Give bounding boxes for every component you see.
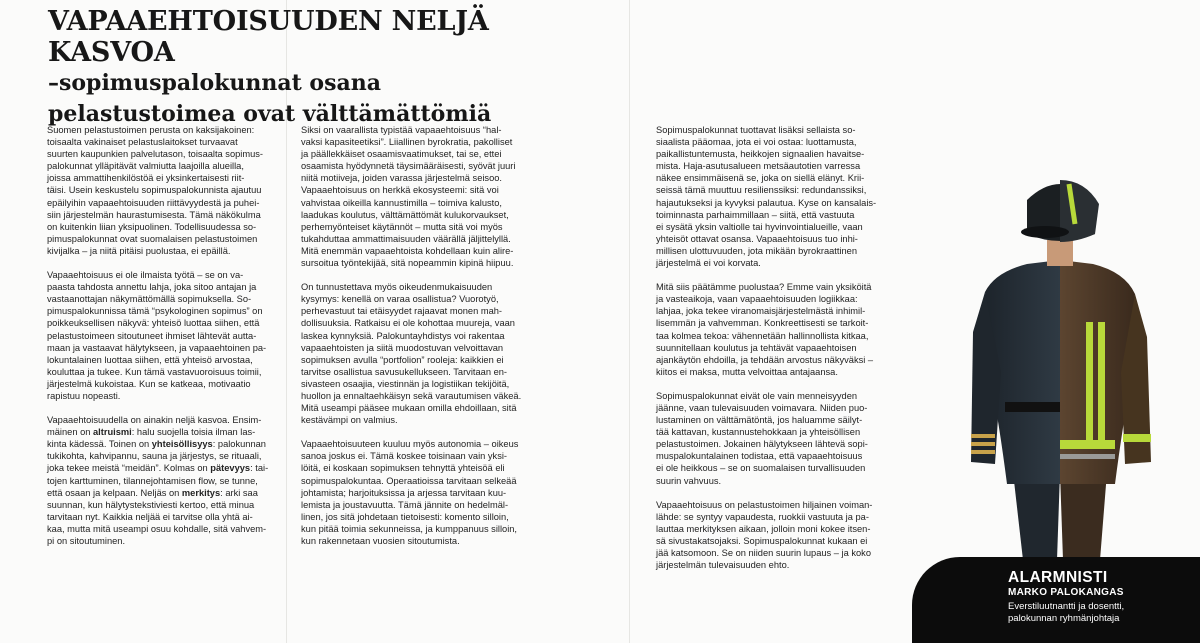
text-line: pelastustoimen. Jokainen hälytykseen lähtevä sopi-	[656, 439, 868, 450]
text-run: joka tekee meistä “meidän”. Kolmas on	[47, 463, 211, 474]
text-line: pi on sitoutuminen.	[47, 536, 126, 546]
text-line: Sopimuspalokunnat tuottavat lisäksi sellaista so-	[656, 125, 856, 135]
text-line: palokunnat ylläpitävät valmiutta laajoilla alueilla,	[47, 161, 244, 172]
keyword-community: yhteisöllisyys	[151, 439, 213, 450]
keyword-altruism: altruismi	[93, 427, 132, 438]
text-line: kestävämpi on valmius.	[301, 415, 398, 426]
text-line: On tunnustettava myös oikeudenmukaisuuden	[301, 282, 493, 293]
col1-paragraph-3	[47, 414, 279, 547]
text-line: perhemyönteiset käytännöt – mutta sitä voi myös	[301, 221, 503, 232]
column-1	[47, 124, 279, 559]
text-lines	[47, 499, 279, 547]
text-line: dollisuuksia. Ratkaisu ei ole kohottaa muureja, vaan	[301, 318, 515, 329]
text-line: lauttaa merkityksen aikaan, jolloin moni kokee itsen-	[656, 523, 871, 534]
text-run: : tai-	[250, 463, 269, 474]
text-run: : arki saa	[220, 487, 258, 498]
col3-paragraph-2	[656, 281, 896, 378]
text-line: taa kolmea tekoa: vähennetään hallinnollista kitkaa,	[656, 330, 869, 341]
text-line: pelastustoimeen sitoutuneet ihmiset lähtevät autta-	[47, 330, 257, 341]
text-line: kivijalka – ja niitä pitäisi puolustaa, ei epäillä.	[47, 245, 231, 256]
text-run: että osaan ja kelpaan. Neljäs on	[47, 487, 182, 498]
firefighter-illustration-icon	[965, 172, 1155, 562]
text-line: Siksi on vaarallista typistää vapaaehtoisuus “hal-	[301, 125, 502, 135]
text-line: Vapaaehtoisuuteen kuuluu myös autonomia – oikeus	[301, 439, 519, 450]
author-role-line-2: palokunnan ryhmänjohtaja	[1008, 613, 1120, 624]
col2-paragraph-3	[301, 438, 541, 547]
column-2	[301, 124, 541, 559]
col1-paragraph-2	[47, 269, 279, 402]
text-line: tukahduttaa ammattimaisuuden väärällä jäljittelyllä.	[301, 233, 511, 244]
text-line: pimuspalokunnissa tämä “psykologinen sopimus” on	[47, 306, 263, 317]
text-line: paasta tahdosta annettu lahja, joka sitoo antajan ja	[47, 282, 257, 293]
text-line: millisen ulottuvuuden, jota mikään byrokraattinen	[656, 245, 858, 256]
column-name: ALARMNISTI	[1008, 569, 1108, 586]
column-gutter-2	[629, 0, 630, 643]
text-run: : halu suojella toisia ilman las-	[131, 427, 256, 438]
text-line: mista. Haja-asutusalueen metsäautotien varressa	[656, 161, 861, 172]
col2-paragraph-1	[301, 124, 541, 269]
text-line: suunnitellaan koulutus ja tehtävät vapaaehtoisen	[656, 342, 857, 353]
article-title	[48, 6, 608, 130]
text-line: sopimuspalokuntaa. Operaatioissa tarvitaan selkeää	[301, 475, 517, 486]
text-line: ja päällekkäiset osaamisvaatimukset, tai se, ettei	[301, 149, 502, 160]
author-role	[1008, 601, 1124, 625]
text-line: vastaanottajan näkymättömällä sopimuksella. So-	[47, 294, 252, 305]
author-role-line-1: Everstiluutnantti ja dosentti,	[1008, 601, 1125, 612]
text-line: vahvistaa oikeilla kannustimilla – toimiva kalusto,	[301, 197, 503, 208]
text-line: ei ole heikkous – se on suomalaisen turvallisuuden	[656, 463, 866, 474]
text-line	[47, 462, 279, 474]
text-line	[47, 438, 279, 450]
text-line: Mitä siis päätämme puolustaa? Emme vain yksiköitä	[656, 282, 872, 293]
text-line: sä sivustakatsojaksi. Sopimuspalokunnat kukaan ei	[656, 535, 868, 546]
text-line: Vapaaehtoisuus on herkkä ekosysteemi: sitä voi	[301, 185, 499, 196]
text-line: laskea kynnyksiä. Palokuntayhdistys voi rakentaa	[301, 330, 505, 341]
text-line: tojen karttuminen, tilannejohtamisen flow, se tunne,	[47, 475, 258, 486]
text-line: yhteisöt ottavat osansa. Vapaaehtoisuus tuo inhi-	[656, 233, 858, 244]
text-line: järjestelmä ei voi korvata.	[656, 258, 761, 269]
text-line: täisi. Usein keskustelu sopimuspalokunnista ajautuu	[47, 185, 262, 196]
text-line: Sopimuspalokunnat eivät ole vain menneisyyden	[656, 390, 858, 401]
text-line: Mitä useampi pääsee mukaan omilla ehdoillaan, sitä	[301, 403, 517, 414]
text-line: sopimuksen avulla “portfolion” rooleja: kaikkien ei	[301, 354, 504, 365]
text-line: tarvitaan nyt. Kaikkia neljää ei tarvitse olla yhtä ai-	[47, 511, 253, 522]
text-line: kiitos ei maksa, mutta velvoittaa antajaansa.	[656, 366, 838, 377]
text-line: johtamista; harjoituksissa ja arjessa tarvitaan kuu-	[301, 487, 507, 498]
text-run: : palokunnan	[212, 439, 266, 450]
text-line: sivasteen osaajia, viestinnän ja logistiikan tekijöitä,	[301, 378, 510, 389]
text-line: seissä tämä muuttuu resilienssiksi: redundanssiksi,	[656, 185, 867, 196]
text-line: näkee ensimmäisenä se, joka on siellä elänyt. Krii-	[656, 173, 865, 184]
text-line: Vapaaehtoisuudella on ainakin neljä kasvoa. Ensim-	[47, 415, 262, 426]
text-line: poikkeuksellisen näkyvä: yhteisö luottaa siihen, että	[47, 318, 260, 329]
text-line: muspalokuntalainen todistaa, että vapaaehtoisuus	[656, 451, 863, 462]
text-line: Vapaaehtoisuus ei ole ilmaista työtä – se on va-	[47, 270, 244, 281]
text-run: mäinen on	[47, 427, 93, 438]
text-line: on kuitenkin liian yksipuolinen. Todellisuudessa so-	[47, 221, 257, 232]
text-line: lemista ja joustavuutta. Tämä jännite on hedelmäl-	[301, 499, 509, 510]
text-line: siin järjestelmän haurastumisesta. Tämä näkökulma	[47, 209, 261, 220]
text-line: sursoitua työntekijää, sitä nopeammin kipinä hiipuu.	[301, 258, 514, 269]
text-line: huollon ja ennaltaehkäisyn sekä varautumisen väkeä.	[301, 390, 522, 401]
text-line: siaalista pääomaa, jota ei voi ostaa: luottamusta,	[656, 137, 857, 148]
text-line: hajautukseksi ja kyvyksi palautua. Kyse on kansalais-	[656, 197, 877, 208]
text-line: vapaaehtoisten ja siitä muodostuvan velvoittavan	[301, 342, 504, 353]
text-line: epäilyihin vapaaehtoisuuden riittävyydestä ja puhei-	[47, 197, 260, 208]
text-line: kun rakennetaan vuosien sitoutumista.	[301, 536, 460, 546]
column-3	[656, 124, 896, 583]
text-line: Mitä enemmän vapaaehtoista kohdellaan kuin alire-	[301, 245, 514, 256]
text-line: kouluttaa ja tukee. Kun tämä vastavuoroisuus toimii,	[47, 366, 262, 377]
text-line: paikallistuntemusta, heikkojen signaalien havaitse-	[656, 149, 865, 160]
title-line-1: VAPAAEHTOISUUDEN NELJÄ KASVOA	[48, 6, 489, 68]
text-line: suurten kaupunkien palvelutason, toisaalta sopimus-	[47, 149, 264, 160]
author-caption	[912, 557, 1200, 643]
text-line: toiminnasta parhaimmillaan – siitä, että vastuuta	[656, 209, 855, 220]
text-line: ei sysätä yksin valtiolle tai hyvinvointialueille, vaan	[656, 221, 863, 232]
title-line-3: pelastustoimea ovat välttämättömiä	[48, 101, 492, 127]
text-line: suurin vahvuus.	[656, 475, 722, 486]
text-line: maan ja vastaavat hälytykseen, ja vapaaehtoinen pa-	[47, 342, 267, 353]
text-line: laadukas koulutus, välttämättömät kulukorvaukset,	[301, 209, 509, 220]
text-line: sanoa joskus ei. Tämä koskee toisinaan vain yksi-	[301, 451, 508, 462]
text-line: tää kattavan, kustannustehokkaan ja yhteisöllisen	[656, 427, 861, 438]
text-line: järjestelmän tulevaisuuden ehto.	[656, 560, 790, 571]
text-line: järjestelmä kukoistaa. Kun se katkeaa, motivaatio	[47, 378, 251, 389]
text-line: lokuntalainen luottaa siihen, että yhteisö arvostaa,	[47, 354, 253, 365]
title-line-2: –sopimuspalokunnat osana	[48, 70, 381, 96]
text-line: rapistuu nopeasti.	[47, 390, 121, 401]
text-line: niitä motiiveja, joiden varassa järjestelmä seisoo.	[301, 173, 503, 184]
text-line: jäänne, vaan tulevaisuuden voimavara. Niiden puo-	[656, 402, 868, 413]
text-line: löitä, ei koskaan sopimuksen tehnyttä yhteisöä eli	[301, 463, 505, 474]
text-line: toisaalta vakinaiset pelastuslaitokset turvaavat	[47, 137, 238, 148]
text-line	[47, 426, 279, 438]
text-line: perhevastuut tai etäisyydet rajaavat monen mah-	[301, 306, 503, 317]
text-line: joissa ammattihenkilöstöä ei yksinkertaisesti riit-	[47, 173, 245, 184]
text-line: lisemmän ja vahvemman. Konkreettisesti se tarkoit-	[656, 318, 869, 329]
text-line: tukikohta, kahvipannu, sauna ja järjestys, se rituaali,	[47, 451, 262, 462]
col3-paragraph-1	[656, 124, 896, 269]
col3-paragraph-4	[656, 499, 896, 572]
text-line: suunnan, kun hälytystekstiviesti kertoo, että minua	[47, 499, 255, 510]
text-line: Vapaaehtoisuus on pelastustoimen hiljainen voiman-	[656, 499, 873, 510]
text-line: Suomen pelastustoimen perusta on kaksijakoinen:	[47, 125, 255, 135]
text-line: tarvitse osallistua savusukellukseen. Tarvitaan en-	[301, 366, 508, 377]
col3-paragraph-3	[656, 390, 896, 487]
col1-paragraph-1	[47, 124, 279, 257]
text-line	[47, 487, 279, 499]
text-line: ajankäytön ehdoilla, ja tehdään arvostus näkyväksi –	[656, 354, 874, 365]
text-line: lahjaa, joka tekee viranomaisjärjestelmästä inhimil-	[656, 306, 866, 317]
text-line: lähde: se syntyy vapaudesta, ruokkii vastuuta ja pa-	[656, 511, 869, 522]
keyword-competence: pätevyys	[210, 463, 251, 474]
text-line: vaksi kapasiteetiksi”. Liiallinen byrokratia, pakolliset	[301, 137, 513, 148]
text-run: kinta kädessä. Toinen on	[47, 439, 152, 450]
text-line: kun pitää toimia sekunneissa, ja kumppanuus silloin,	[301, 523, 518, 534]
author-name: MARKO PALOKANGAS	[1008, 587, 1124, 598]
text-line: kysymys: kenellä on varaa osallistua? Vuorotyö,	[301, 294, 499, 305]
text-line: lustaminen on välttämätöntä, jos haluamme säilyt-	[656, 415, 863, 426]
keyword-meaning: merkitys	[181, 487, 221, 498]
text-line: jää katsomoon. Se on niiden suurin lupaus – ja koko	[656, 548, 871, 558]
text-line: osaamista hyödynnetä täysimääräisesti, syövät juuri	[301, 161, 516, 172]
col2-paragraph-2	[301, 281, 541, 426]
text-line: kaa, mutta mitä useampi osuu kohdalle, sitä vahvem-	[47, 523, 267, 534]
text-line: linen, jos sitä johdetaan tietoisesti: komento silloin,	[301, 511, 509, 522]
text-line: pimuspalokunnat ovat suomalaisen pelastustoimen	[47, 233, 258, 244]
text-line: ja vasteaikoja, vaan vapaaehtoisuuden logiikkaa:	[656, 294, 858, 305]
